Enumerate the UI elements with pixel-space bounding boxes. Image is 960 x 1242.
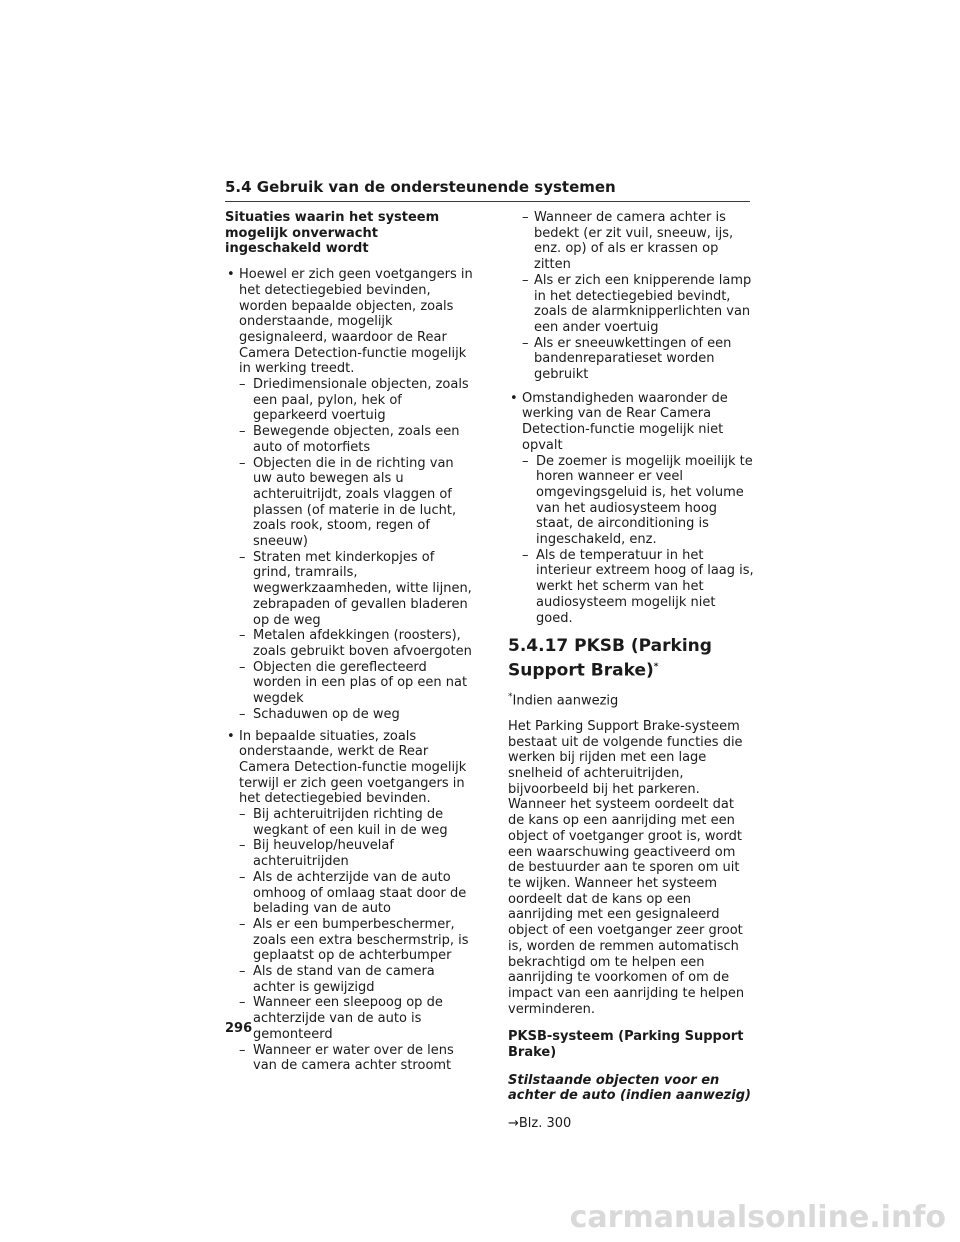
watermark: carmanualsonline.info (569, 1200, 946, 1235)
dash-list-continued (508, 210, 754, 383)
bullet-text: Hoewel er zich geen voetgangers in het detectiegebied bevinden, worden bepaalde objecten, zoals onderstaande, mogelijk gesignaleerd, waardoor de Rear Camera Detection-functie mogelijk in werking treedt. (239, 267, 473, 377)
right-column (508, 210, 754, 1132)
dash-item: – Als er zich een knipperende lamp in het detectiegebied bevindt, zoals de alarmknipperlichten van een ander voertuig (508, 273, 754, 336)
bullet-list (508, 391, 754, 627)
subsection-heading: PKSB-systeem (Parking Support Brake) (508, 1029, 744, 1061)
page-reference-link[interactable]: →Blz. 300 (508, 1116, 572, 1132)
dash-item: – Metalen afdekkingen (roosters), zoals gebruikt boven afvoergoten (225, 628, 475, 659)
dash-item: – Wanneer een sleepoog op de achterzijde van de auto is gemonteerd (225, 995, 475, 1042)
dash-item: – Bewegende objecten, zoals een auto of motorfiets (225, 424, 475, 455)
dash-item: – Als er sneeuwkettingen of een bandenreparatieset worden gebruikt (508, 336, 754, 383)
dash-item: – Schaduwen op de weg (225, 707, 475, 723)
dash-item: – Bij achteruitrijden richting de wegkant of een kuil in de weg (225, 807, 475, 838)
dash-item: – Als de temperatuur in het interieur extreem hoog of laag is, werkt het scherm van het audiosysteem mogelijk niet goed. (508, 548, 754, 627)
footnote-mark: * (508, 691, 513, 702)
subsection-heading: Situaties waarin het systeem mogelijk onverwacht ingeschakeld wordt (225, 210, 440, 257)
subsection-heading-italic: Stilstaande objecten voor en achter de auto (indien aanwezig) (508, 1072, 751, 1104)
bullet-text: Omstandigheden waaronder de werking van de Rear Camera Detection-functie mogelijk niet opvalt (522, 390, 728, 453)
dash-item: – Wanneer er water over de lens van de camera achter stroomt (225, 1043, 475, 1074)
page-header: 5.4 Gebruik van de ondersteunende systemen (225, 178, 750, 202)
dash-item: – Als de achterzijde van de auto omhoog of omlaag staat door de belading van de auto (225, 870, 475, 917)
left-column (225, 210, 475, 1080)
availability-note (508, 690, 754, 709)
dash-item: – Driedimensionale objecten, zoals een paal, pylon, hek of geparkeerd voertuig (225, 377, 475, 424)
dash-list (225, 377, 475, 722)
dash-item: – Objecten die in de richting van uw auto bewegen als u achteruitrijdt, zoals vlaggen of plassen (of materie in de lucht, zoals rook, stoom, regen of sneeuw) (225, 456, 475, 550)
availability-text: Indien aanwezig (512, 693, 619, 709)
dash-item: – Straten met kinderkopjes of grind, tramrails, wegwerkzaamheden, witte lijnen, zebrapaden of gevallen bladeren op de weg (225, 550, 475, 629)
section-title-text: 5.4.17 PKSB (Parking Support Brake) (508, 636, 712, 681)
page-number: 296 (225, 1021, 253, 1036)
dash-item: – De zoemer is mogelijk moeilijk te horen wanneer er veel omgevingsgeluid is, het volume van het audiosysteem hoog staat, de airconditioning is ingeschakeld, enz. (508, 454, 754, 548)
section-title (508, 636, 754, 682)
dash-item: – Als er een bumperbeschermer, zoals een extra beschermstrip, is geplaatst op de achterbumper (225, 917, 475, 964)
dash-item: – Wanneer de camera achter is bedekt (er zit vuil, sneeuw, ijs, enz. op) of als er krassen op zitten (508, 210, 754, 273)
dash-list (508, 454, 754, 627)
bullet-text: In bepaalde situaties, zoals onderstaande, werkt de Rear Camera Detection-functie mogelijk terwijl er zich geen voetgangers in het detectiegebied bevinden. (239, 728, 467, 807)
dash-item: – Als de stand van de camera achter is gewijzigd (225, 964, 475, 995)
footnote-mark: * (653, 662, 659, 673)
dash-item: – Bij heuvelop/heuvelaf achteruitrijden (225, 838, 475, 869)
bullet-list (225, 267, 475, 1074)
dash-list (225, 807, 475, 1074)
dash-item: – Objecten die gereflecteerd worden in een plas of op een nat wegdek (225, 660, 475, 707)
bullet-item (508, 391, 754, 627)
body-paragraph: Het Parking Support Brake-systeem bestaat uit de volgende functies die werken bij rijden met een lage snelheid of achteruitrijden, bijvoorbeeld bij het parkeren. Wanneer het systeem oordeelt dat de kans op een aanrijding met een object of voetganger groot is, wordt een waarschuwing geactiveerd om de bestuurder aan te sporen om uit te wijken. Wanneer het systeem oordeelt dat de kans op een aanrijding met een gesignaleerd object of een voetganger zeer groot is, worden de remmen automatisch bekrachtigd om te helpen een aanrijding te voorkomen of om de impact van een aanrijding te helpen verminderen. (508, 718, 745, 1017)
bullet-item (225, 729, 475, 1074)
bullet-item (225, 267, 475, 722)
